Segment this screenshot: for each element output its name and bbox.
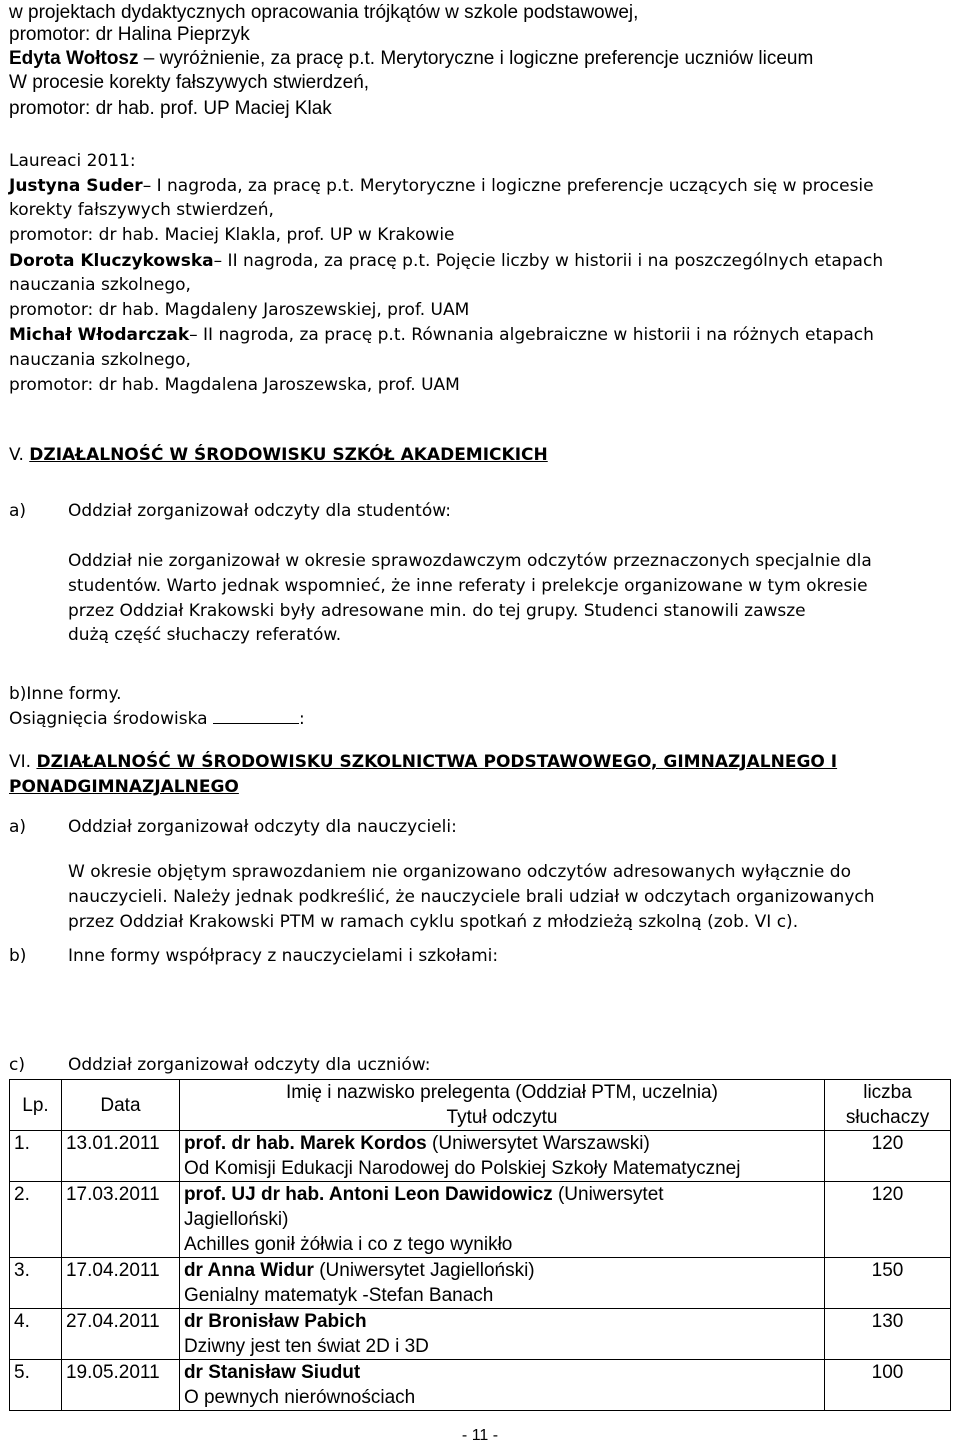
section-heading — [9, 751, 837, 773]
cell-date: 17.04.2011 — [61, 1258, 179, 1309]
item-text: Inne formy współpracy z nauczycielami i szkołami: — [68, 946, 499, 966]
blank-field — [213, 709, 299, 724]
laureate-line — [9, 324, 874, 346]
cell-count: 120 — [825, 1131, 951, 1182]
text-line: promotor: dr hab. Magdalena Jaroszewska, prof. UAM — [9, 375, 460, 395]
paragraph-line: nauczycieli. Należy jednak podkreślić, że nauczyciele brali udział w odczytach organizowanych — [68, 887, 875, 907]
header-count-label: liczba — [863, 1082, 912, 1103]
laureaci-heading: Laureaci 2011: — [9, 151, 136, 171]
text-line: korekty fałszywych stwierdzeń, — [9, 200, 274, 220]
award-text: – wyróżnienie, za pracę p.t. Merytoryczne i logiczne preferencje uczniów liceum — [138, 48, 814, 69]
cell-date: 13.01.2011 — [61, 1131, 179, 1182]
table-row — [10, 1309, 951, 1360]
lecturer-name: prof. dr hab. Marek Kordos — [183, 1133, 427, 1154]
other-forms: b)Inne formy. — [9, 684, 122, 704]
achievements-label: Osiągnięcia środowiska — [9, 709, 208, 729]
cell-date: 19.05.2011 — [61, 1360, 179, 1411]
lecturer-name: dr Anna Widur — [183, 1260, 314, 1281]
text-line: promotor: dr hab. Magdaleny Jaroszewskiej, prof. UAM — [9, 300, 470, 320]
cell-lecture — [179, 1258, 824, 1309]
paragraph-line: dużą część słuchaczy referatów. — [68, 625, 342, 645]
laureate-award: – II nagroda, za pracę p.t. Pojęcie liczby w historii i na poszczególnych etapach — [213, 251, 884, 271]
header-lp: Lp. — [10, 1080, 62, 1131]
achievements-line — [9, 708, 305, 730]
award-line — [9, 48, 813, 70]
cell-count: 120 — [825, 1182, 951, 1258]
cell-count: 130 — [825, 1309, 951, 1360]
cell-date: 27.04.2011 — [61, 1309, 179, 1360]
header-lecturer-label: Imię i nazwisko prelegenta (Oddział PTM, uczelnia) — [286, 1082, 718, 1103]
lecturer-affiliation: (Uniwersytet Jagielloński) — [313, 1260, 535, 1281]
header-date: Data — [61, 1080, 179, 1131]
item-label: c) — [9, 1055, 25, 1075]
laureate-name: Justyna Suder — [9, 176, 143, 196]
cell-lecture — [179, 1309, 824, 1360]
item-text: Oddział zorganizował odczyty dla uczniów: — [68, 1055, 431, 1075]
section-number: VI. — [9, 752, 32, 772]
lecture-title: Achilles gonił żółwia i co z tego wynikło — [183, 1234, 513, 1255]
section-title: DZIAŁALNOŚĆ W ŚRODOWISKU SZKOLNICTWA PODSTAWOWEGO, GIMNAZJALNEGO I — [36, 752, 838, 772]
lecture-title: O pewnych nierównościach — [183, 1387, 416, 1408]
cell-lp: 3. — [10, 1258, 62, 1309]
colon: : — [298, 709, 305, 729]
table-header-row — [10, 1080, 951, 1131]
table-row — [10, 1258, 951, 1309]
text-line: promotor: dr hab. prof. UP Maciej Klak — [9, 98, 332, 119]
laureate-line — [9, 250, 883, 272]
header-count-label2: słuchaczy — [845, 1107, 930, 1128]
item-text: Oddział zorganizował odczyty dla nauczycieli: — [68, 817, 457, 837]
cell-count: 150 — [825, 1258, 951, 1309]
cell-date: 17.03.2011 — [61, 1182, 179, 1258]
text-line: promotor: dr Halina Pieprzyk — [9, 24, 250, 45]
laureate-name: Dorota Kluczykowska — [9, 251, 214, 271]
section-heading — [9, 444, 548, 466]
cell-lp: 2. — [10, 1182, 62, 1258]
section-title: DZIAŁALNOŚĆ W ŚRODOWISKU SZKÓŁ AKADEMICKICH — [29, 445, 548, 465]
section-number: V. — [9, 445, 24, 465]
paragraph-line: przez Oddział Krakowski były adresowane min. do tej grupy. Studenci stanowili zawsze — [68, 601, 806, 621]
laureate-name: Michał Włodarczak — [9, 325, 190, 345]
paragraph-line: Oddział nie zorganizował w okresie sprawozdawczym odczytów przeznaczonych specjalnie dla — [68, 551, 872, 571]
section-title-line2: PONADGIMNAZJALNEGO — [9, 777, 239, 797]
lecturer-name: dr Bronisław Pabich — [183, 1311, 367, 1332]
text-line: w projektach dydaktycznych opracowania trójkątów w szkole podstawowej, — [9, 2, 639, 23]
text-line: W procesie korekty fałszywych stwierdzeń, — [9, 72, 370, 93]
item-text: Oddział zorganizował odczyty dla studentów: — [68, 501, 451, 521]
laureate-award: – I nagroda, za pracę p.t. Merytoryczne i logiczne preferencje uczących się w procesie — [142, 176, 874, 196]
lecturer-affiliation-cont: Jagielloński) — [183, 1209, 289, 1230]
lectures-table — [9, 1079, 951, 1411]
lecturer-affiliation: (Uniwersytet Warszawski) — [426, 1133, 650, 1154]
table-row — [10, 1182, 951, 1258]
paragraph-line: W okresie objętym sprawozdaniem nie organizowano odczytów adresowanych wyłącznie do — [68, 862, 851, 882]
item-label: b) — [9, 946, 27, 966]
cell-lecture — [179, 1131, 824, 1182]
text-line: nauczania szkolnego, — [9, 275, 191, 295]
cell-lp: 1. — [10, 1131, 62, 1182]
page-number: - 11 - — [461, 1427, 499, 1444]
item-label: a) — [9, 501, 27, 521]
text-line: nauczania szkolnego, — [9, 350, 191, 370]
lecturer-name: prof. UJ dr hab. Antoni Leon Dawidowicz — [183, 1184, 553, 1205]
laureate-award: – II nagroda, za pracę p.t. Równania algebraiczne w historii i na różnych etapach — [189, 325, 874, 345]
lecturer-name: dr Stanisław Siudut — [183, 1362, 361, 1383]
table-row — [10, 1131, 951, 1182]
paragraph-line: przez Oddział Krakowski PTM w ramach cyklu spotkań z młodzieżą szkolną (zob. VI c). — [68, 912, 799, 932]
cell-lp: 5. — [10, 1360, 62, 1411]
table-row — [10, 1360, 951, 1411]
laureate-line — [9, 175, 874, 197]
cell-lecture — [179, 1360, 824, 1411]
item-label: a) — [9, 817, 27, 837]
lecturer-affiliation: (Uniwersytet — [552, 1184, 664, 1205]
lecture-title: Genialny matematyk -Stefan Banach — [183, 1285, 494, 1306]
header-lecturer — [179, 1080, 824, 1131]
cell-count: 100 — [825, 1360, 951, 1411]
lecture-title: Od Komisji Edukacji Narodowej do Polskiej Szkoły Matematycznej — [183, 1158, 741, 1179]
section-title-cont — [9, 776, 239, 798]
lecture-title: Dziwny jest ten świat 2D i 3D — [183, 1336, 429, 1357]
text-line: promotor: dr hab. Maciej Klakla, prof. UP w Krakowie — [9, 225, 455, 245]
header-count — [825, 1080, 951, 1131]
cell-lp: 4. — [10, 1309, 62, 1360]
paragraph-line: studentów. Warto jednak wspomnieć, że inne referaty i prelekcje organizowane w tym okresie — [68, 576, 868, 596]
awardee-name: Edyta Wołtosz — [9, 48, 139, 69]
cell-lecture — [179, 1182, 824, 1258]
header-title-label: Tytuł odczytu — [446, 1107, 558, 1128]
